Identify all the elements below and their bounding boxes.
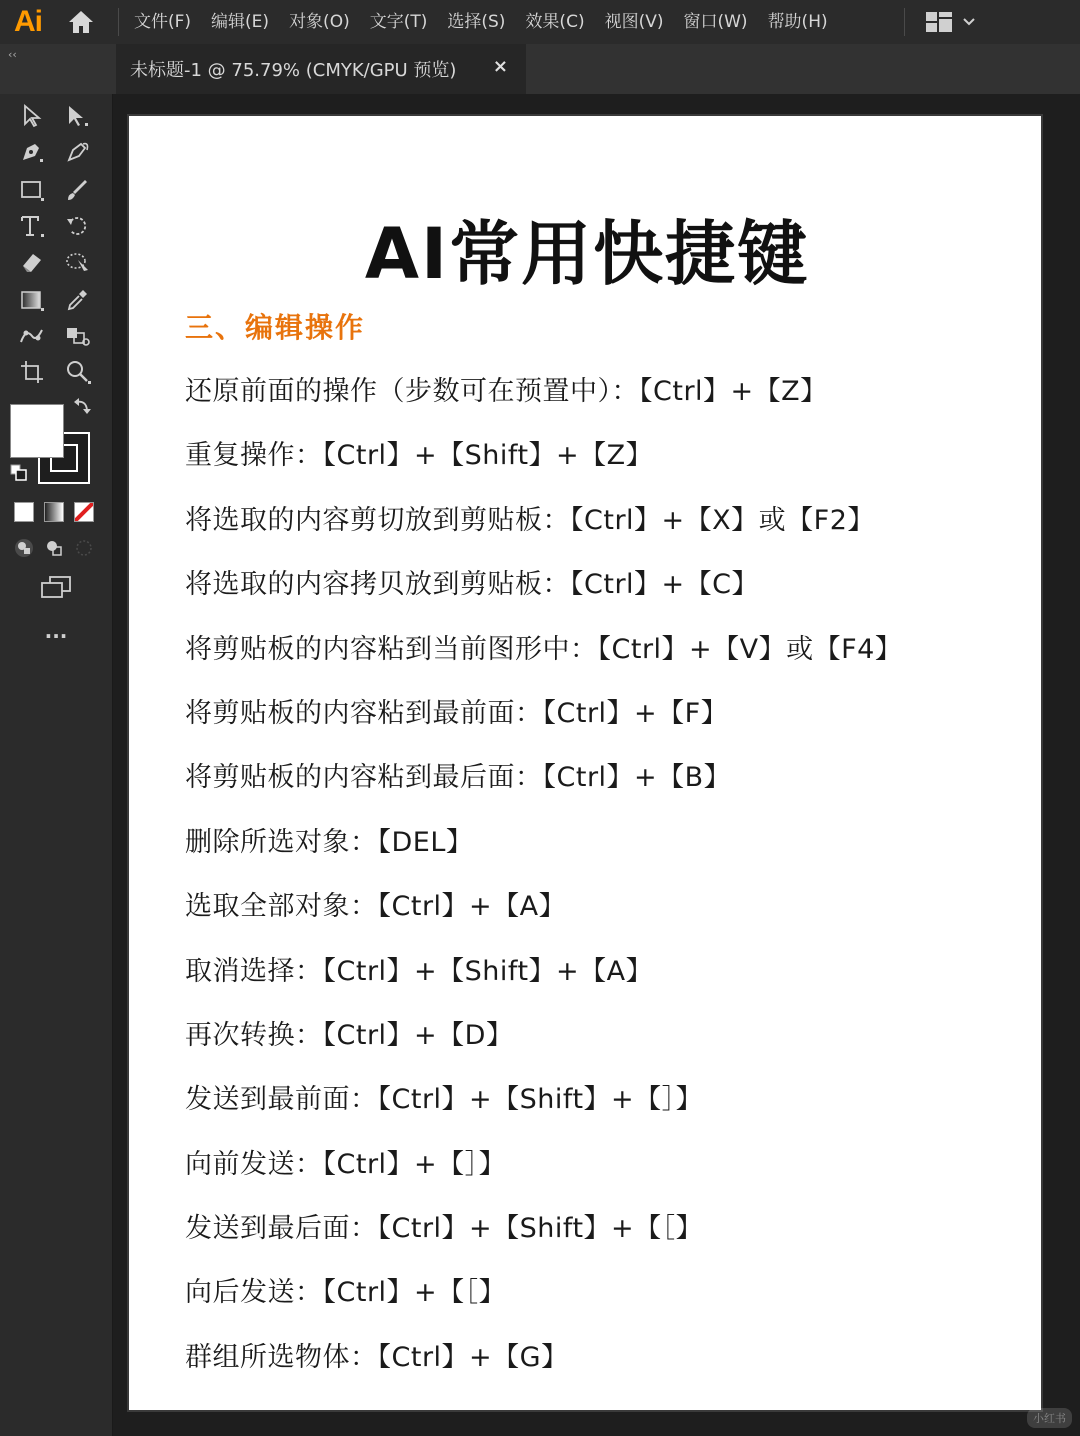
gradient-tool-icon[interactable] xyxy=(14,284,50,316)
list-item: 向后发送：【Ctrl】+【［】 xyxy=(185,1277,507,1309)
list-item: 将选取的内容剪切放到剪贴板：【Ctrl】+【X】或【F2】 xyxy=(185,504,875,536)
color-mode-icon[interactable] xyxy=(14,502,34,522)
close-icon[interactable]: × xyxy=(492,56,508,77)
menu-items xyxy=(124,0,838,44)
draw-inside-icon[interactable] xyxy=(70,534,98,562)
menu-help[interactable]: 帮助(H) xyxy=(767,12,828,32)
swap-fill-stroke-icon[interactable] xyxy=(70,394,94,418)
gradient-mode-icon[interactable] xyxy=(44,502,64,522)
shortcut-list xyxy=(185,360,1025,1390)
document-tab-bar xyxy=(0,44,1080,94)
menu-divider xyxy=(904,8,905,36)
none-mode-icon[interactable] xyxy=(74,502,94,522)
menu-window[interactable]: 窗口(W) xyxy=(683,12,748,32)
zoom-tool-icon[interactable] xyxy=(60,356,96,388)
workspace-switcher[interactable] xyxy=(926,0,976,44)
puppet-warp-tool-icon[interactable] xyxy=(14,320,50,352)
list-item: 删除所选对象：【DEL】 xyxy=(185,826,474,858)
list-item: 群组所选物体：【Ctrl】+【G】 xyxy=(185,1341,569,1373)
menu-bar xyxy=(0,0,1080,44)
list-item: 将选取的内容拷贝放到剪贴板：【Ctrl】+【C】 xyxy=(185,569,760,601)
menu-select[interactable]: 选择(S) xyxy=(447,12,506,32)
canvas-area[interactable] xyxy=(113,94,1080,1436)
home-icon[interactable] xyxy=(56,0,106,44)
direct-selection-tool-icon[interactable] xyxy=(60,100,96,132)
collapse-panel-icon[interactable]: ‹‹ xyxy=(8,48,17,61)
menu-type[interactable]: 文字(T) xyxy=(369,12,428,32)
list-item: 发送到最后面：【Ctrl】+【Shift】+【［】 xyxy=(185,1213,704,1245)
workspace-layout-icon xyxy=(926,12,952,32)
symbol-sprayer-tool-icon[interactable] xyxy=(60,320,96,352)
chevron-down-icon xyxy=(962,17,976,27)
list-item: 还原前面的操作（步数可在预置中）：【Ctrl】+【Z】 xyxy=(185,376,828,407)
list-item: 将剪贴板的内容粘到当前图形中：【Ctrl】+【V】或【F4】 xyxy=(185,633,903,665)
menu-view[interactable]: 视图(V) xyxy=(604,12,664,32)
warp-tool-icon[interactable] xyxy=(60,246,96,278)
draw-normal-icon[interactable] xyxy=(10,534,38,562)
menu-effect[interactable]: 效果(C) xyxy=(525,12,585,32)
artboard-tool-icon[interactable] xyxy=(14,356,50,388)
tools-panel xyxy=(0,94,113,1436)
rectangle-tool-icon[interactable] xyxy=(14,174,50,206)
rotate-tool-icon[interactable] xyxy=(60,210,96,242)
type-tool-icon[interactable] xyxy=(14,210,50,242)
screen-mode-icon[interactable] xyxy=(36,572,76,604)
list-item: 重复操作：【Ctrl】+【Shift】+【Z】 xyxy=(185,440,654,472)
paintbrush-tool-icon[interactable] xyxy=(60,174,96,206)
document-tab-title: 未标题-1 @ 75.79% (CMYK/GPU 预览) xyxy=(130,60,457,81)
list-item: 再次转换：【Ctrl】+【D】 xyxy=(185,1019,514,1051)
default-fill-stroke-icon[interactable] xyxy=(8,462,30,484)
page-title: AI常用快捷键 xyxy=(364,213,810,295)
list-item: 发送到最前面：【Ctrl】+【Shift】+【］】 xyxy=(185,1084,704,1116)
pen-tool-icon[interactable] xyxy=(14,136,50,168)
list-item: 取消选择：【Ctrl】+【Shift】+【A】 xyxy=(185,955,654,987)
eraser-tool-icon[interactable] xyxy=(14,246,50,278)
artboard[interactable] xyxy=(127,114,1043,1412)
app-logo[interactable]: Ai xyxy=(14,5,42,38)
menu-edit[interactable]: 编辑(E) xyxy=(211,12,270,32)
section-heading: 三、编辑操作 xyxy=(185,311,366,344)
list-item: 向前发送：【Ctrl】+【］】 xyxy=(185,1148,507,1180)
menu-file[interactable]: 文件(F) xyxy=(134,12,192,32)
menu-divider xyxy=(118,8,119,36)
menu-object[interactable]: 对象(O) xyxy=(289,12,350,32)
more-tools-icon[interactable]: ··· xyxy=(44,624,68,648)
list-item: 将剪贴板的内容粘到最后面：【Ctrl】+【B】 xyxy=(185,762,732,794)
curvature-tool-icon[interactable] xyxy=(60,136,96,168)
list-item: 将剪贴板的内容粘到最前面：【Ctrl】+【F】 xyxy=(185,697,729,729)
document-tab[interactable] xyxy=(116,44,526,94)
watermark: 小红书 xyxy=(1027,1408,1072,1428)
selection-tool-icon[interactable] xyxy=(14,100,50,132)
draw-behind-icon[interactable] xyxy=(40,534,68,562)
list-item: 选取全部对象：【Ctrl】+【A】 xyxy=(185,891,567,923)
fill-color-swatch[interactable] xyxy=(10,404,64,458)
eyedropper-tool-icon[interactable] xyxy=(60,284,96,316)
